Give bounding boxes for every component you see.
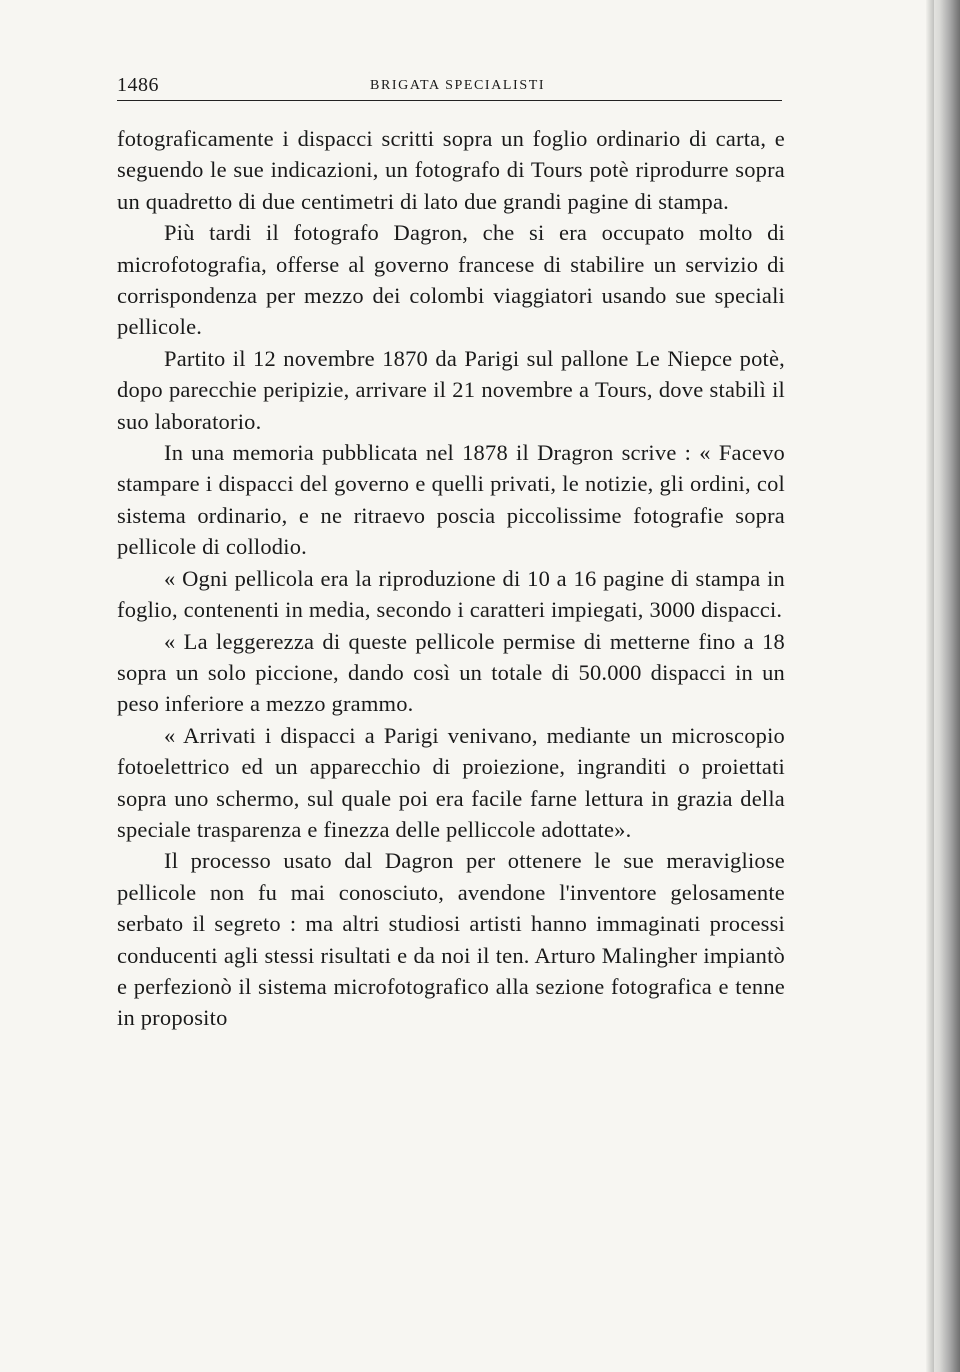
running-head: BRIGATA SPECIALISTI: [370, 78, 546, 93]
paragraph: Partito il 12 novembre 1870 da Parigi sul pallone Le Niepce potè, dopo parecchie peripizie, arrivare il 21 novembre a Tours, dove stabilì il suo laboratorio.: [117, 345, 785, 434]
paragraph: Più tardi il fotografo Dagron, che si era occupato molto di microfotografia, offerse al governo francese di stabilire un servizio di corrispondenza per mezzo dei colombi viaggiatori usando sue speciali pellicole.: [117, 220, 785, 340]
page-edge-strip: [926, 0, 934, 1372]
paragraph: In una memoria pubblicata nel 1878 il Dragron scrive : « Facevo stampare i dispacci del governo e quelli privati, le notizie, gli ordini, col sistema ordinario, e ne ritraevo poscia piccolissime fotografie sopra pellicole di collodio.: [117, 440, 785, 560]
paragraph: fotograficamente i dispacci scritti sopra un foglio ordinario di carta, e seguendo le sue indicazioni, un fotografo di Tours potè riprodurre sopra un quadretto di due centimetri di lato due grandi pagine di stampa.: [117, 126, 785, 214]
paragraph: Il processo usato dal Dagron per ottenere le sue meravigliose pellicole non fu mai conosciuto, avendone l'inventore gelosamente serbato il segreto : ma altri studiosi artisti hanno immaginati processi conducenti agli stessi risultati e da noi il ten. Arturo Malingher impiantò e perfezionò il sistema microfotografico alla sezione fotografica e tenne in proposito: [117, 848, 785, 1031]
paragraph: « La leggerezza di queste pellicole permise di metterne fino a 18 sopra un solo piccione, dando così un totale di 50.000 dispacci in un peso inferiore a mezzo grammo.: [117, 628, 785, 717]
paragraph: « Ogni pellicola era la riproduzione di 10 a 16 pagine di stampa in foglio, contenenti in media, secondo i caratteri impiegati, 3000 dispacci.: [117, 565, 785, 623]
page-header: [117, 72, 782, 101]
paragraph: « Arrivati i dispacci a Parigi venivano, mediante un microscopio fotoelettrico ed un apparecchio di proiezione, ingranditi o proiettati sopra uno schermo, sul quale poi era facile farne lettura in grazia della speciale trasparenza e finezza delle pelliccole adottate».: [117, 722, 785, 842]
body-text: [117, 123, 785, 1034]
page-number: 1486: [117, 74, 159, 96]
